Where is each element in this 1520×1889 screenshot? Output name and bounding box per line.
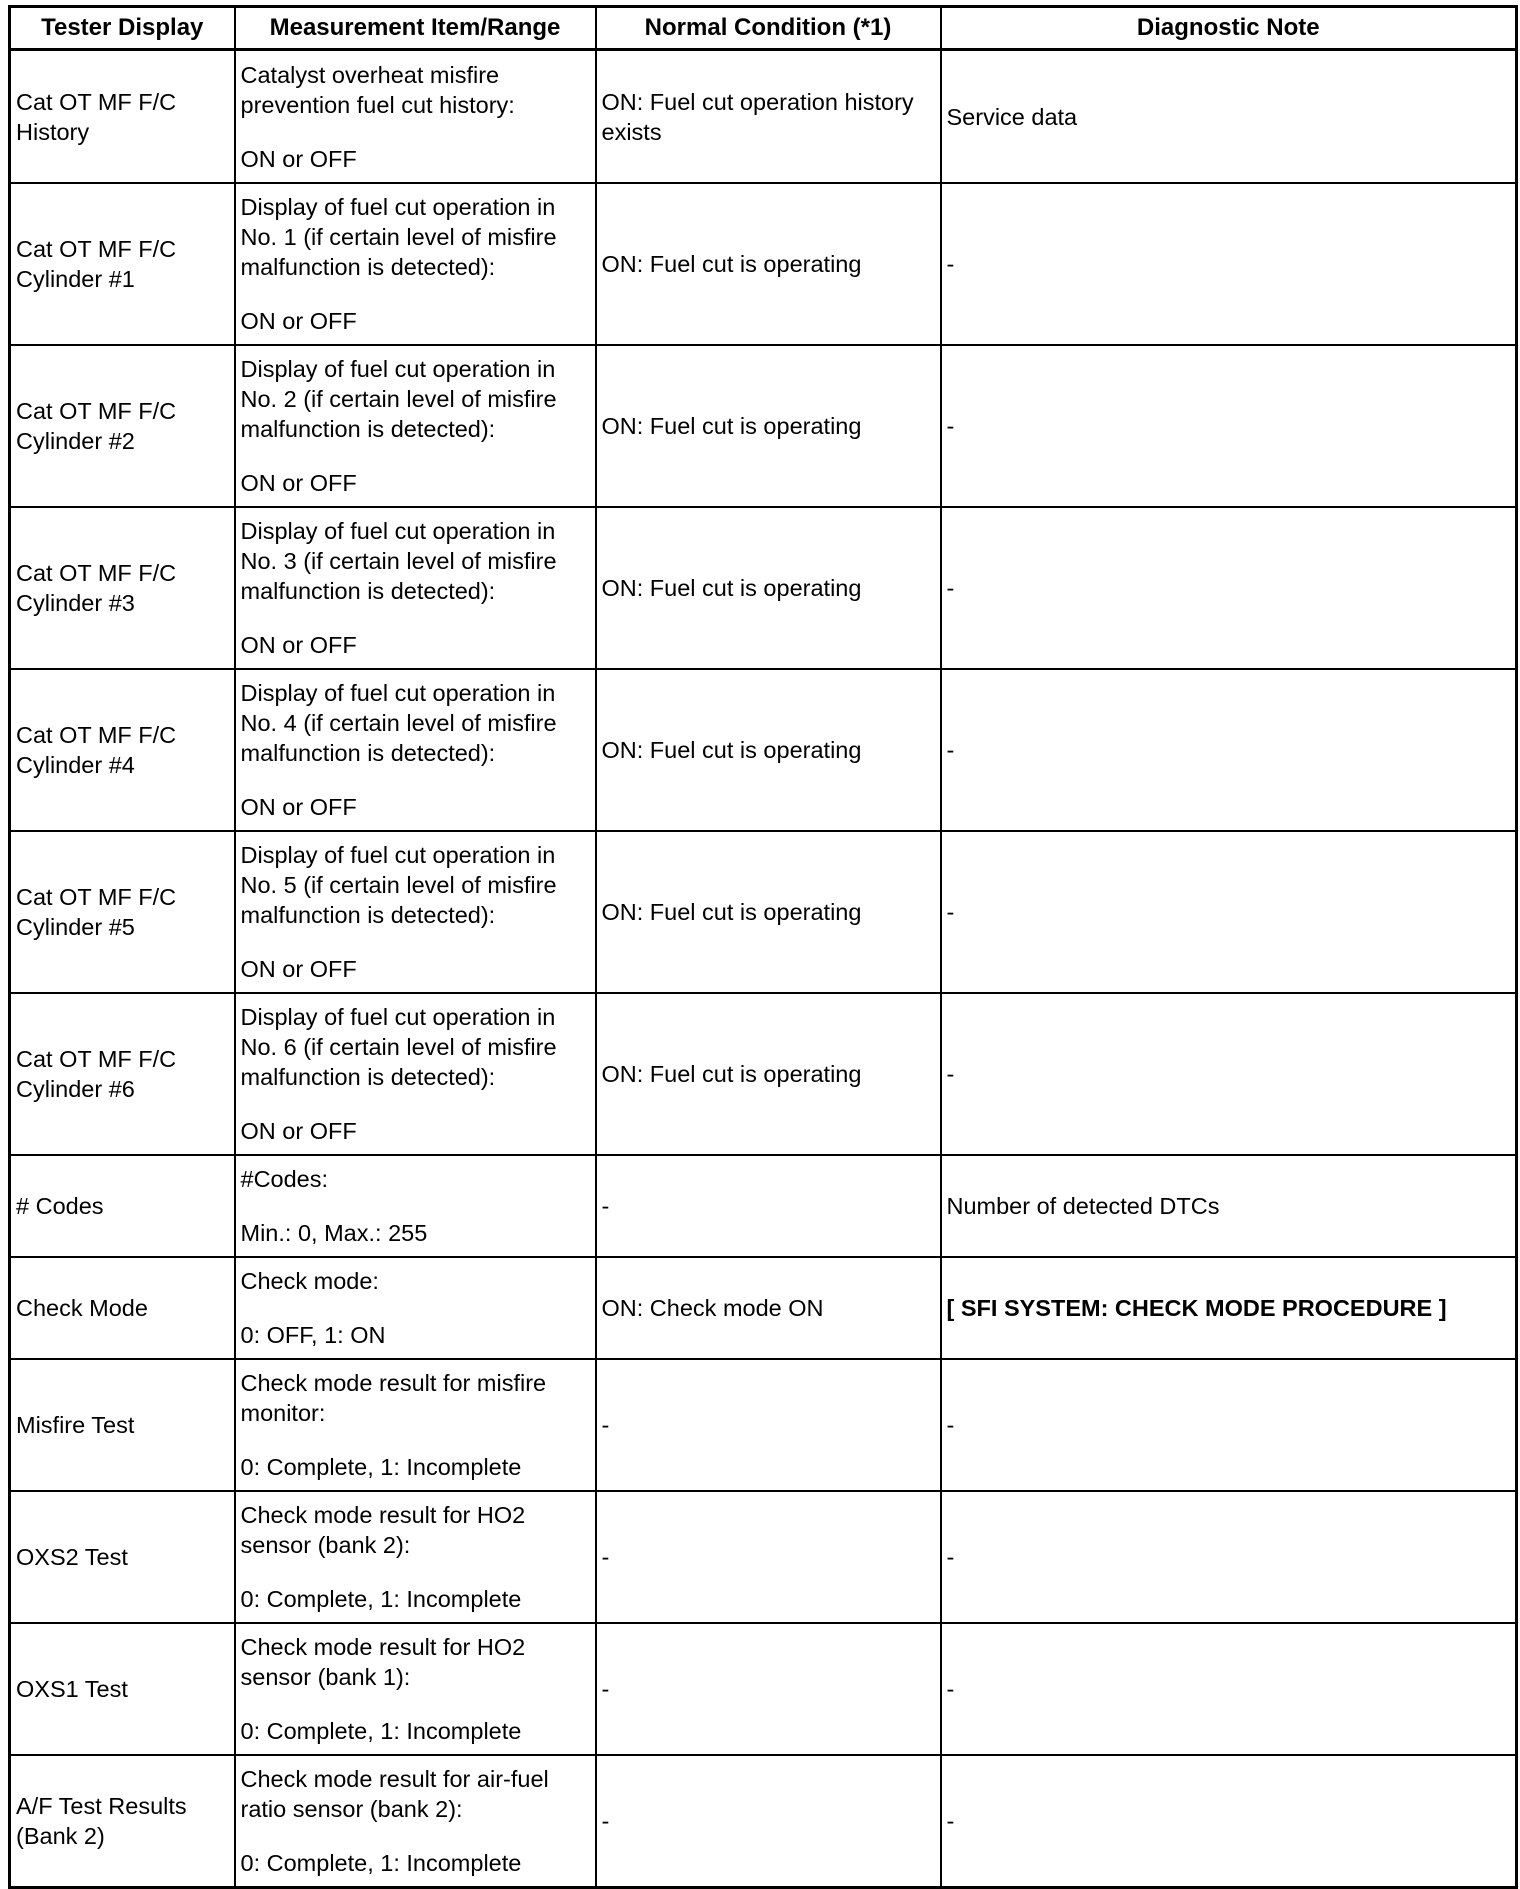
measurement-cell — [235, 507, 596, 669]
normal-condition-cell: ON: Check mode ON — [596, 1257, 941, 1359]
header-measurement-item-range: Measurement Item/Range — [235, 7, 596, 50]
table-header-row — [10, 7, 1517, 50]
measurement-description: Display of fuel cut operation in No. 5 (if certain level of misfire malfunction is detected): — [240, 842, 557, 928]
measurement-range: Min.: 0, Max.: 255 — [240, 1220, 428, 1246]
measurement-description: Display of fuel cut operation in No. 3 (if certain level of misfire malfunction is detected): — [240, 518, 557, 604]
diagnostic-note-cell: Number of detected DTCs — [941, 1155, 1517, 1257]
measurement-cell — [235, 345, 596, 507]
table-row — [10, 1257, 1517, 1359]
table-row — [10, 669, 1517, 831]
diagnostic-note-cell: - — [941, 1755, 1517, 1888]
measurement-description: Check mode result for misfire monitor: — [240, 1370, 547, 1426]
header-diagnostic-note: Diagnostic Note — [941, 7, 1517, 50]
tester-display-cell: Cat OT MF F/C Cylinder #6 — [10, 993, 235, 1155]
measurement-description: Catalyst overheat misfire prevention fuel cut history: — [240, 61, 515, 118]
diagnostic-note-cell: - — [941, 1623, 1517, 1755]
diagnostic-note-cell: Service data — [941, 50, 1517, 184]
measurement-range: 0: Complete, 1: Incomplete — [240, 1718, 522, 1744]
normal-condition-cell: ON: Fuel cut is operating — [596, 993, 941, 1155]
measurement-cell — [235, 183, 596, 345]
measurement-range: ON or OFF — [240, 632, 357, 658]
measurement-range: ON or OFF — [240, 956, 357, 982]
measurement-cell — [235, 831, 596, 993]
header-normal-condition: Normal Condition (*1) — [596, 7, 941, 50]
measurement-description: #Codes: — [240, 1166, 329, 1192]
normal-condition-cell: ON: Fuel cut is operating — [596, 507, 941, 669]
normal-condition-cell: - — [596, 1359, 941, 1491]
table-row — [10, 1623, 1517, 1755]
tester-display-cell: Cat OT MF F/C Cylinder #3 — [10, 507, 235, 669]
table-row — [10, 345, 1517, 507]
tester-display-cell: OXS2 Test — [10, 1491, 235, 1623]
measurement-range: 0: OFF, 1: ON — [240, 1322, 386, 1348]
measurement-description: Check mode result for HO2 sensor (bank 2): — [240, 1502, 526, 1558]
measurement-cell — [235, 1491, 596, 1623]
table-row — [10, 1491, 1517, 1623]
measurement-cell — [235, 1359, 596, 1491]
measurement-cell — [235, 1623, 596, 1755]
measurement-range: ON or OFF — [240, 1118, 357, 1144]
normal-condition-cell: - — [596, 1155, 941, 1257]
tester-display-cell: Cat OT MF F/C History — [10, 50, 235, 184]
tester-display-cell: A/F Test Results (Bank 2) — [10, 1755, 235, 1888]
measurement-cell — [235, 669, 596, 831]
tester-display-cell: # Codes — [10, 1155, 235, 1257]
measurement-range: ON or OFF — [240, 308, 357, 334]
tester-display-cell: Check Mode — [10, 1257, 235, 1359]
measurement-range: ON or OFF — [240, 794, 357, 820]
tester-display-cell: Cat OT MF F/C Cylinder #2 — [10, 345, 235, 507]
normal-condition-cell: - — [596, 1491, 941, 1623]
diagnostic-note-cell: - — [941, 831, 1517, 993]
diagnostic-note-cell: - — [941, 993, 1517, 1155]
measurement-description: Check mode result for HO2 sensor (bank 1): — [240, 1634, 526, 1690]
measurement-description: Check mode result for air-fuel ratio sensor (bank 2): — [240, 1766, 549, 1822]
measurement-cell — [235, 1755, 596, 1888]
measurement-range: 0: Complete, 1: Incomplete — [240, 1454, 522, 1480]
tester-display-cell: Cat OT MF F/C Cylinder #4 — [10, 669, 235, 831]
tester-display-cell: Cat OT MF F/C Cylinder #1 — [10, 183, 235, 345]
table-row — [10, 831, 1517, 993]
tester-display-cell: OXS1 Test — [10, 1623, 235, 1755]
measurement-description: Check mode: — [240, 1268, 379, 1294]
normal-condition-cell: - — [596, 1755, 941, 1888]
measurement-cell — [235, 1257, 596, 1359]
table-row — [10, 1359, 1517, 1491]
tester-display-cell: Cat OT MF F/C Cylinder #5 — [10, 831, 235, 993]
normal-condition-cell: ON: Fuel cut is operating — [596, 669, 941, 831]
table-row — [10, 1755, 1517, 1888]
tester-display-cell: Misfire Test — [10, 1359, 235, 1491]
measurement-range: ON or OFF — [240, 145, 357, 172]
table-row — [10, 50, 1517, 184]
normal-condition-cell: ON: Fuel cut is operating — [596, 345, 941, 507]
measurement-range: 0: Complete, 1: Incomplete — [240, 1850, 522, 1876]
diagnostic-note-cell: - — [941, 345, 1517, 507]
diagnostic-note-cell: - — [941, 669, 1517, 831]
data-list-table-container — [8, 5, 1515, 1889]
check-mode-procedure-link[interactable]: [ SFI SYSTEM: CHECK MODE PROCEDURE ] — [941, 1257, 1517, 1359]
diagnostic-note-cell: - — [941, 507, 1517, 669]
measurement-cell — [235, 993, 596, 1155]
normal-condition-cell: ON: Fuel cut operation history exists — [596, 50, 941, 184]
table-row — [10, 183, 1517, 345]
measurement-description: Display of fuel cut operation in No. 4 (if certain level of misfire malfunction is detected): — [240, 680, 557, 766]
measurement-range: ON or OFF — [240, 470, 357, 496]
measurement-range: 0: Complete, 1: Incomplete — [240, 1586, 522, 1612]
measurement-description: Display of fuel cut operation in No. 6 (if certain level of misfire malfunction is detected): — [240, 1004, 557, 1090]
normal-condition-cell: - — [596, 1623, 941, 1755]
data-list-table — [8, 5, 1518, 1889]
table-row — [10, 507, 1517, 669]
diagnostic-note-cell: - — [941, 1491, 1517, 1623]
measurement-cell — [235, 50, 596, 184]
diagnostic-note-cell: - — [941, 1359, 1517, 1491]
diagnostic-note-cell: - — [941, 183, 1517, 345]
measurement-cell — [235, 1155, 596, 1257]
table-row — [10, 1155, 1517, 1257]
measurement-description: Display of fuel cut operation in No. 2 (if certain level of misfire malfunction is detected): — [240, 356, 557, 442]
measurement-description: Display of fuel cut operation in No. 1 (if certain level of misfire malfunction is detected): — [240, 194, 557, 280]
normal-condition-cell: ON: Fuel cut is operating — [596, 183, 941, 345]
header-tester-display: Tester Display — [10, 7, 235, 50]
normal-condition-cell: ON: Fuel cut is operating — [596, 831, 941, 993]
table-row — [10, 993, 1517, 1155]
